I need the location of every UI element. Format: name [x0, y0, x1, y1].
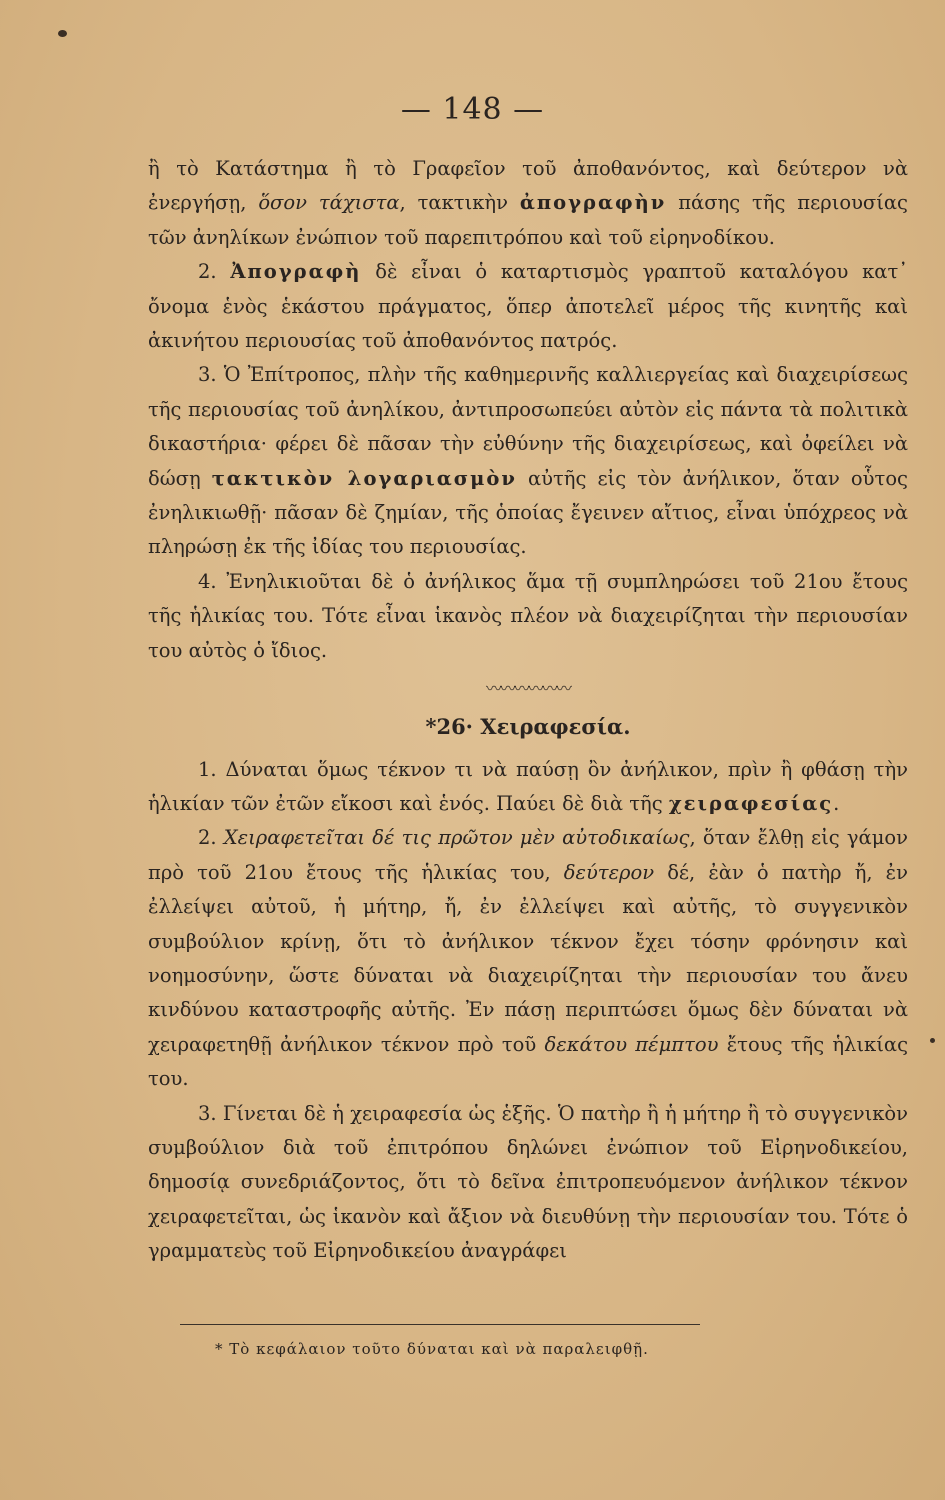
text-run: 4. Ἐνηλικιοῦται δὲ ὁ ἀνήλικος ἅμα τῇ συμπληρώσει τοῦ 21ου ἔτους τῆς ἡλικίας του. Τότε εἶναι ἱκανὸς πλέον νὰ διαχειρίζηται τὴν περιουσίαν του αὐτὸς ὁ ἴδιος. [148, 569, 908, 662]
paragraph [148, 255, 908, 358]
paragraph [148, 821, 908, 1096]
text-run: 2. [198, 260, 231, 284]
paragraphs-block [148, 152, 908, 668]
text-run: 3. Γίνεται δὲ ἡ χειραφεσία ὡς ἑξῆς. Ὁ πατὴρ ἢ ἡ μήτηρ ἢ τὸ συγγενικὸν συμβούλιον διὰ τοῦ ἐπιτρόπου δηλώνει ἐνώπιον τοῦ Εἰρηνοδικείου, δημοσίᾳ συνεδριάζοντος, ὅτι τὸ δεῖνα ἐπιτροπευόμενον ἀνήλικον τέκνον χειραφετεῖται, ὡς ἱκανὸν καὶ ἄξιον νὰ διευθύνῃ τὴν περιουσίαν του. Τότε ὁ γραμματεὺς τοῦ Εἰρηνοδικείου ἀναγράφει [148, 1101, 908, 1263]
text-run: 1. Δύναται ὅμως τέκνον τι νὰ παύσῃ ὂν ἀνήλικον, πρὶν ἢ φθάσῃ τὴν ἡλικίαν τῶν ἐτῶν εἴκοσι καὶ ἑνός. Παύει δὲ διὰ τῆς [148, 757, 908, 815]
spaced-text: χειραφεσίας [668, 791, 834, 815]
text-run: δὲ εἶναι ὁ καταρτισμὸς γραπτοῦ καταλόγου κατ᾽ ὄνομα ἑνὸς ἑκάστου πράγματος, ὅπερ ἀποτελεῖ μέρος τῆς κινητῆς καὶ ἀκινήτου περιουσίας τοῦ ἀποθανόντος πατρός. [148, 260, 908, 353]
text-run: 3. Ὁ Ἐπίτροπος, πλὴν τῆς καθημερινῆς καλλιεργείας καὶ διαχειρίσεως τῆς περιουσίας τοῦ ἀνηλίκου, ἀντιπροσωπεύει αὐτὸν εἰς πάντα τὰ πολιτικὰ δικαστήρια· φέρει δὲ πᾶσαν τὴν εὐθύνην τῆς διαχειρίσεως, καὶ ὀφείλει νὰ δώσῃ [148, 363, 908, 490]
body-text [148, 152, 908, 1269]
paragraph [148, 1097, 908, 1269]
text-run: ἔτους τῆς ἡλικίας του. [148, 1032, 908, 1091]
spaced-text: ἀπογραφὴν [519, 191, 667, 215]
text-run: αὐτῆς εἰς τὸν ἀνήλικον, ὅταν οὗτος ἐνηλικιωθῇ· πᾶσαν δὲ ζημίαν, τῆς ὁποίας ἔγεινεν αἴτιος, εἶναι ὑπόχρεος νὰ πληρώσῃ ἐκ τῆς ἰδίας του περιουσίας. [148, 466, 908, 559]
italic-text: δεκάτου πέμπτου [544, 1032, 719, 1056]
italic-text: Χειραφετεῖται δέ τις πρῶτον μὲν αὐτοδικαίως [223, 826, 690, 850]
text-run: ἢ τὸ Κατάστημα ἢ τὸ Γραφεῖον τοῦ ἀποθανόντος, καὶ δεύτερον νὰ ἐνεργήσῃ, [148, 157, 908, 215]
page-number-header: — 148 — [400, 92, 545, 127]
spaced-text: Ἀπογραφὴ [230, 260, 362, 284]
italic-text: δεύτερον [563, 860, 655, 884]
text-run: , ὅταν ἔλθῃ εἰς γάμον πρὸ τοῦ 21ου ἔτους τῆς ἡλικίας του, [148, 826, 908, 884]
section-paragraphs-block [148, 753, 908, 1269]
section-divider: 〰〰〰〰〰〰 [485, 679, 570, 699]
text-run: . [833, 791, 840, 815]
text-run: , τακτικὴν [399, 191, 520, 215]
paragraph [148, 565, 908, 668]
paragraph [148, 152, 908, 255]
italic-text: ὅσον τάχιστα [258, 191, 400, 215]
scuff-mark [58, 30, 67, 37]
footnote-rule [180, 1324, 700, 1325]
text-run: δέ, ἐὰν ὁ πατὴρ ἤ, ἐν ἐλλείψει αὐτοῦ, ἡ μήτηρ, ἤ, ἐν ἐλλείψει καὶ αὐτῆς, τὸ συγγενικὸν συμβούλιον κρίνῃ, ὅτι τὸ ἀνήλικον τέκνον ἔχει τόσην φρόνησιν καὶ νοημοσύνην, ὥστε δύναται νὰ διαχειρίζηται τὴν περιουσίαν του ἄνευ κινδύνου καταστροφῆς αὐτῆς. Ἐν πάσῃ περιπτώσει ὅμως δὲν δύναται νὰ χειραφετηθῇ ἀνήλικον τέκνον πρὸ τοῦ [148, 860, 908, 1056]
text-run: πάσης τῆς περιουσίας τῶν ἀνηλίκων ἐνώπιον τοῦ παρεπιτρόπου καὶ τοῦ εἰρηνοδίκου. [148, 191, 908, 249]
scuff-mark [930, 1038, 935, 1043]
section-heading: *26· Χειραφεσία. [425, 714, 631, 740]
text-run: 2. [198, 826, 224, 850]
spaced-text: τακτικὸν λογαριασμὸν [211, 466, 517, 490]
paragraph [148, 358, 908, 564]
paragraph [148, 753, 908, 822]
footnote: * Τὸ κεφάλαιον τοῦτο δύναται καὶ νὰ παραλειφθῇ. [215, 1340, 649, 1358]
